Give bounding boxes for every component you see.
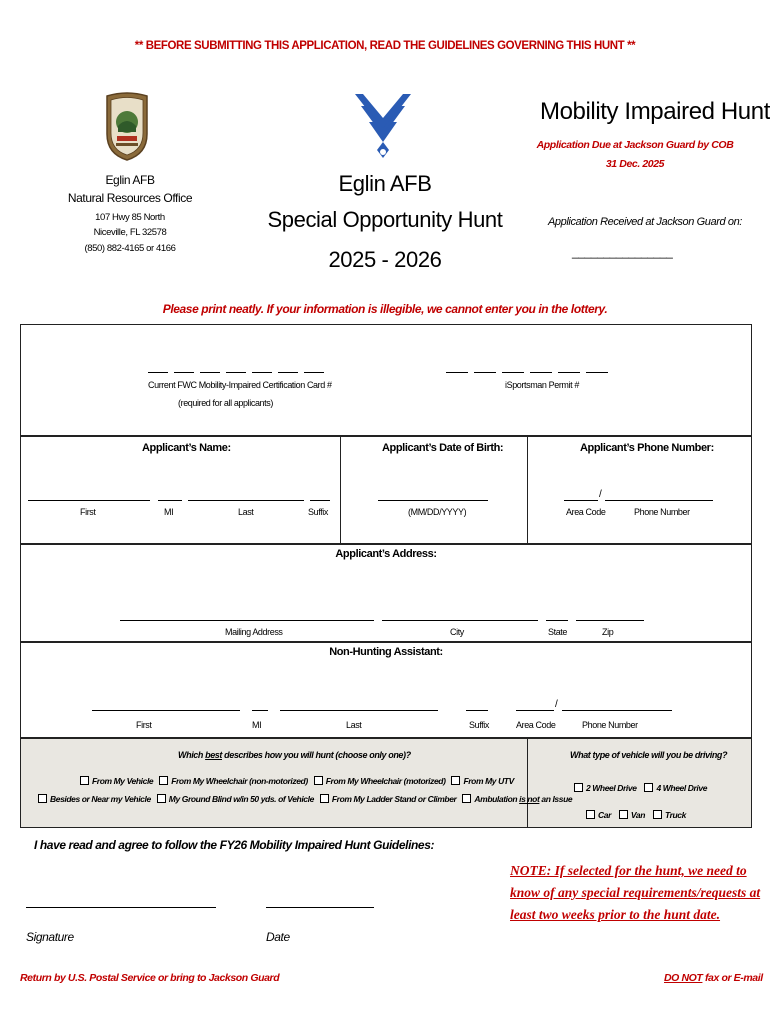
hunt-method-question: Which best describes how you will hunt (choose only one)? <box>178 750 411 760</box>
signature-label: Signature <box>26 930 74 944</box>
fwc-card-note: (required for all applicants) <box>178 398 273 408</box>
fwc-digit-field[interactable] <box>304 372 324 373</box>
office-street: 107 Hwy 85 North <box>95 212 165 223</box>
applicant-area-code-field[interactable] <box>564 500 598 501</box>
mi-label: MI <box>164 507 174 517</box>
fwc-digit-field[interactable] <box>252 372 272 373</box>
assistant-phone-number-label: Phone Number <box>582 720 638 730</box>
checkbox-car[interactable] <box>586 810 595 819</box>
checkbox-truck[interactable] <box>653 810 662 819</box>
isportsman-label: iSportsman Permit # <box>505 380 579 390</box>
assistant-first-name-field[interactable] <box>92 710 240 711</box>
isportsman-digit-field[interactable] <box>502 372 524 373</box>
applicant-dob-header: Applicant’s Date of Birth: <box>382 442 504 454</box>
checkbox-from-vehicle[interactable] <box>80 776 89 785</box>
checkbox-wheelchair-motorized[interactable] <box>314 776 323 785</box>
hunt-name: Mobility Impaired Hunt <box>540 98 770 125</box>
city-label: City <box>450 627 464 637</box>
received-date-field[interactable]: ________________ <box>572 245 673 259</box>
isportsman-digit-field[interactable] <box>530 372 552 373</box>
checkbox-from-utv[interactable] <box>451 776 460 785</box>
assistant-mi-label: MI <box>252 720 262 730</box>
assistant-phone-field[interactable] <box>562 710 672 711</box>
assistant-mi-field[interactable] <box>252 710 268 711</box>
footer-no-fax: DO NOT fax or E-mail <box>664 972 763 984</box>
phone-slash: / <box>599 489 602 500</box>
fwc-digit-field[interactable] <box>278 372 298 373</box>
received-label: Application Received at Jackson Guard on: <box>548 216 742 228</box>
note-line-3: least two weeks prior to the hunt date. <box>510 907 721 922</box>
fwc-card-label: Current FWC Mobility-Impaired Certification Card # <box>148 380 332 390</box>
applicant-suffix-field[interactable] <box>310 500 330 501</box>
applicant-first-name-field[interactable] <box>28 500 150 501</box>
isportsman-digit-field[interactable] <box>474 372 496 373</box>
fwc-digit-field[interactable] <box>148 372 168 373</box>
zip-label: Zip <box>602 627 614 637</box>
state-label: State <box>548 627 568 637</box>
note-line-1: NOTE: If selected for the hunt, we need to <box>510 863 747 878</box>
air-force-emblem <box>355 92 411 160</box>
agreement-statement: I have read and agree to follow the FY26 Mobility Impaired Hunt Guidelines: <box>34 838 435 852</box>
vehicle-row-1: 2 Wheel Drive 4 Wheel Drive <box>574 783 711 793</box>
due-date-line1: Application Due at Jackson Guard by COB <box>536 139 734 151</box>
assistant-last-name-field[interactable] <box>280 710 438 711</box>
state-field[interactable] <box>546 620 568 621</box>
note-line-2: know of any special requirements/requests at <box>510 885 761 900</box>
applicant-last-name-field[interactable] <box>188 500 304 501</box>
assistant-suffix-label: Suffix <box>469 720 489 730</box>
checkbox-near-vehicle[interactable] <box>38 794 47 803</box>
area-code-label: Area Code <box>566 507 606 517</box>
natural-resources-seal <box>104 92 150 162</box>
checkbox-ladder-stand[interactable] <box>320 794 329 803</box>
first-label: First <box>80 507 96 517</box>
isportsman-digit-field[interactable] <box>558 372 580 373</box>
zip-field[interactable] <box>576 620 644 621</box>
certification-section <box>20 324 752 436</box>
office-name: Eglin AFB <box>105 173 155 187</box>
applicant-mi-field[interactable] <box>158 500 182 501</box>
isportsman-digit-field[interactable] <box>586 372 608 373</box>
assistant-area-code-label: Area Code <box>516 720 556 730</box>
assistant-suffix-field[interactable] <box>466 710 488 711</box>
footer-return-instructions: Return by U.S. Postal Service or bring to Jackson Guard <box>20 972 280 984</box>
fwc-digit-field[interactable] <box>200 372 220 373</box>
mailing-address-field[interactable] <box>120 620 374 621</box>
hunt-method-row-1: From My Vehicle From My Wheelchair (non-motorized) From My Wheelchair (motorized) From My UTV <box>80 776 518 786</box>
signature-field[interactable] <box>26 907 216 908</box>
fwc-digit-field[interactable] <box>174 372 194 373</box>
dob-format-label: (MM/DD/YYYY) <box>408 507 467 517</box>
vehicle-question: What type of vehicle will you be driving? <box>570 750 728 760</box>
checkbox-2wd[interactable] <box>574 783 583 792</box>
fwc-digit-field[interactable] <box>226 372 246 373</box>
applicant-phone-field[interactable] <box>605 500 713 501</box>
assistant-area-code-field[interactable] <box>516 710 554 711</box>
office-city: Niceville, FL 32578 <box>93 227 167 238</box>
print-notice: Please print neatly. If your information is illegible, we cannot enter you in the lottery. <box>162 302 608 316</box>
assistant-last-label: Last <box>346 720 362 730</box>
assistant-phone-slash: / <box>555 699 558 710</box>
date-field[interactable] <box>266 907 374 908</box>
checkbox-ground-blind[interactable] <box>157 794 166 803</box>
checkbox-ambulation-not-issue[interactable] <box>462 794 471 803</box>
checkbox-4wd[interactable] <box>644 783 653 792</box>
assistant-header: Non-Hunting Assistant: <box>329 646 443 658</box>
assistant-first-label: First <box>136 720 152 730</box>
top-banner: ** BEFORE SUBMITTING THIS APPLICATION, READ THE GUIDELINES GOVERNING THIS HUNT ** <box>134 40 636 52</box>
hunt-method-row-2: Besides or Near my Vehicle My Ground Blind w/in 50 yds. of Vehicle From My Ladder Stand or Climber Ambulation is not an Issue <box>38 794 572 804</box>
due-date-line2: 31 Dec. 2025 <box>605 158 665 170</box>
city-field[interactable] <box>382 620 538 621</box>
mailing-address-label: Mailing Address <box>225 627 283 637</box>
suffix-label: Suffix <box>308 507 328 517</box>
title-hunt: Special Opportunity Hunt <box>267 207 503 232</box>
vehicle-row-2: Car Van Truck <box>586 810 690 820</box>
isportsman-digit-field[interactable] <box>446 372 468 373</box>
title-season: 2025 - 2026 <box>328 247 442 272</box>
office-phone: (850) 882-4165 or 4166 <box>84 243 176 254</box>
date-label: Date <box>266 930 290 944</box>
address-header: Applicant’s Address: <box>335 548 437 560</box>
checkbox-van[interactable] <box>619 810 628 819</box>
title-eglin: Eglin AFB <box>338 171 432 196</box>
checkbox-wheelchair-non-motorized[interactable] <box>159 776 168 785</box>
last-label: Last <box>238 507 254 517</box>
phone-number-label: Phone Number <box>634 507 690 517</box>
applicant-phone-header: Applicant’s Phone Number: <box>580 442 714 454</box>
applicant-dob-field[interactable] <box>378 500 488 501</box>
applicant-name-header: Applicant’s Name: <box>142 442 231 454</box>
office-dept: Natural Resources Office <box>67 191 193 205</box>
